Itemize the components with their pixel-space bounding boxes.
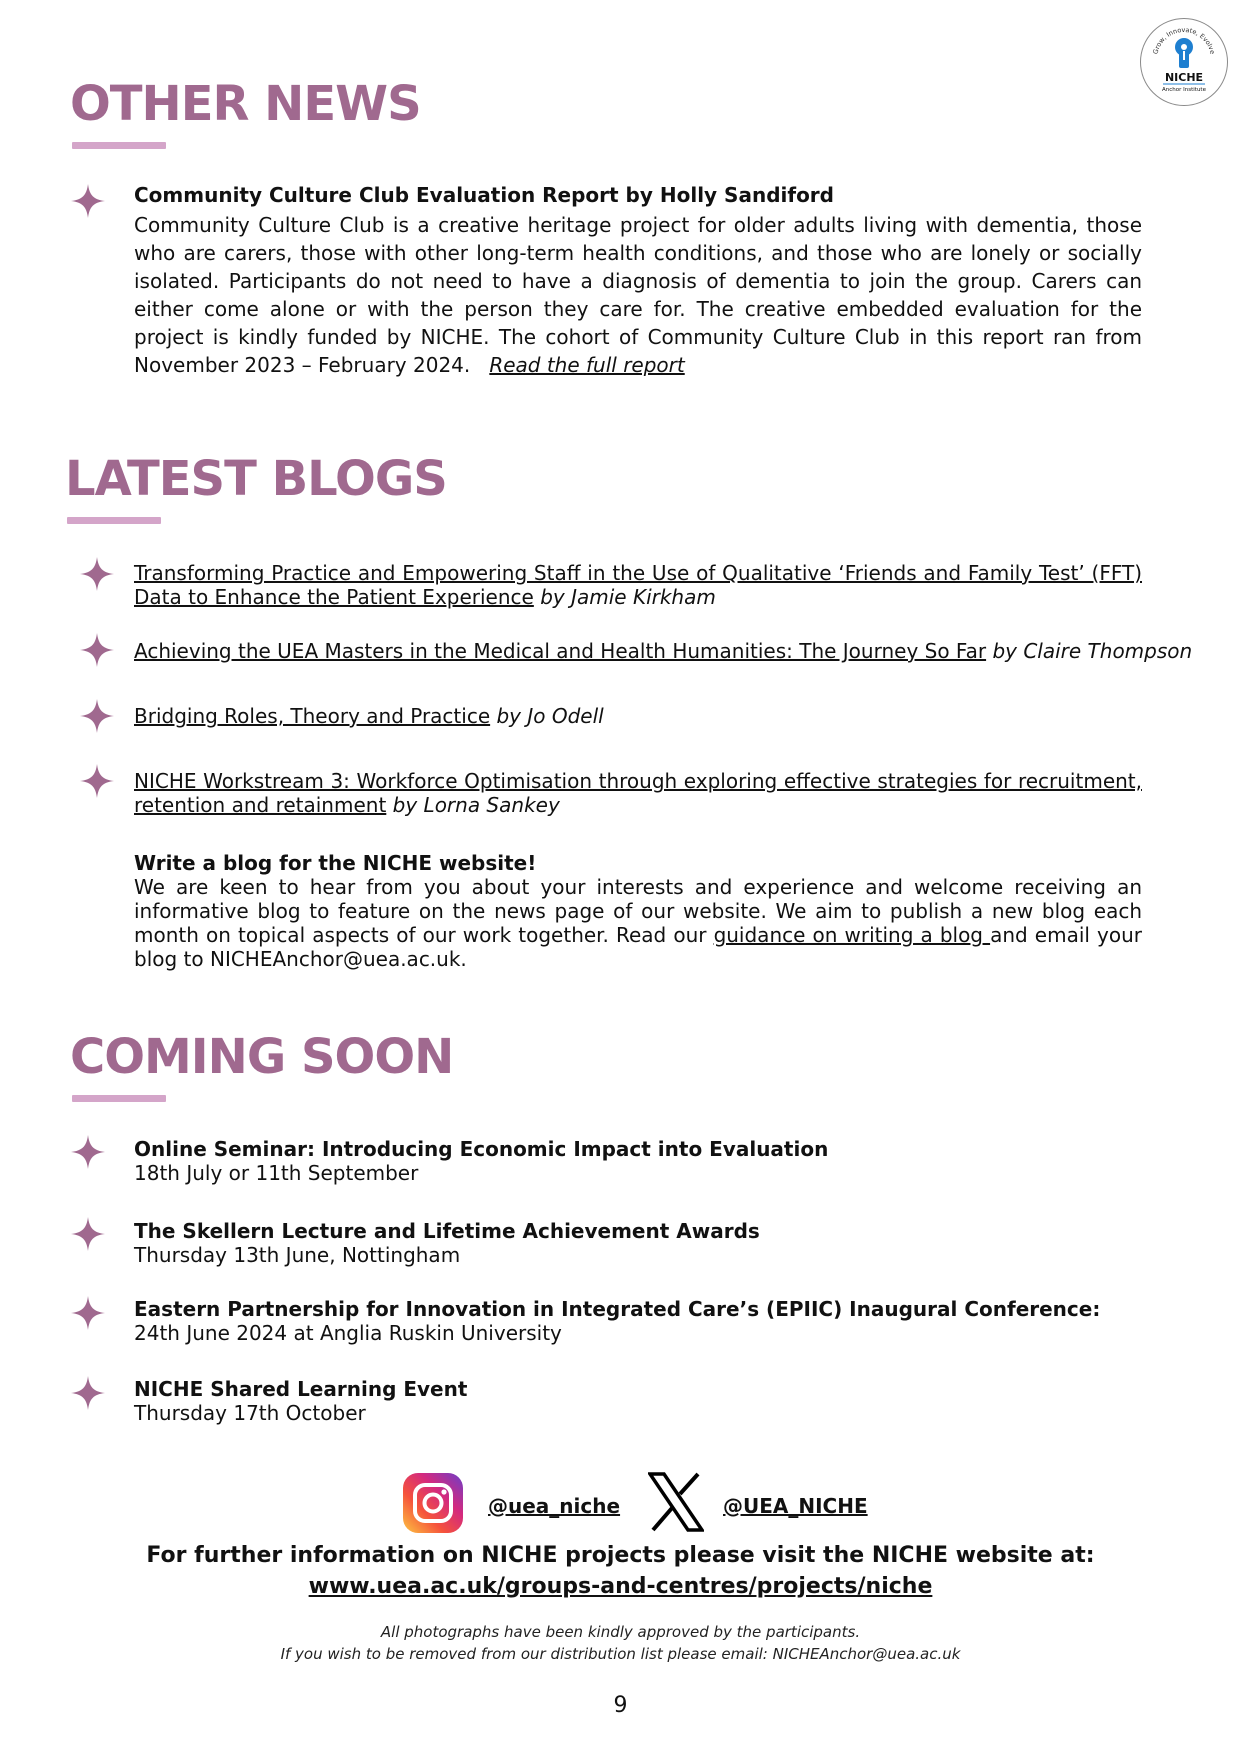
- logo-ring-text: Grow, Innovate, Evolve: [1151, 25, 1217, 56]
- write-blog-text-end: and email your blog to NICHEAnchor@uea.ac.uk.: [134, 923, 1143, 971]
- blog-link[interactable]: Transforming Practice and Empowering Staff in the Use of Qualitative ‘Friends and Family Test’ (FFT) Data to Enhance the Patient Experience: [134, 561, 1142, 609]
- news-item: [134, 181, 1142, 379]
- instagram-handle[interactable]: @uea_niche: [488, 1494, 621, 1518]
- blog-item: [134, 561, 1142, 609]
- news-item-heading: Community Culture Club Evaluation Report by Holly Sandiford: [134, 183, 834, 207]
- write-blog-body: [134, 875, 1142, 971]
- blog-author: by Jamie Kirkham: [540, 585, 716, 609]
- coming-soon-underline: [72, 1095, 166, 1102]
- news-item-text: Community Culture Club is a creative heritage project for older adults living with dementia, those who are carers, those with other long-term health conditions, and those who are lonely or socially isolated. Participants do not need to have a diagnosis of dementia to join the group. Carers can either come alone or with the person they care for. The creative embedded evaluation for the project is kindly funded by NICHE. The cohort of Community Culture Club in this report ran from November 2023 – February 2024.: [134, 213, 1142, 377]
- event-title: The Skellern Lecture and Lifetime Achievement Awards: [134, 1219, 760, 1243]
- blog-item: [134, 639, 1193, 663]
- footer-note-photos: All photographs have been kindly approved by the participants.: [380, 1623, 861, 1641]
- niche-website-link[interactable]: www.uea.ac.uk/groups-and-centres/projects/niche: [308, 1574, 933, 1599]
- sparkle-icon: [71, 1217, 105, 1251]
- sparkle-icon: [80, 557, 114, 591]
- niche-logo: [1140, 18, 1228, 106]
- blog-link[interactable]: Bridging Roles, Theory and Practice: [134, 704, 491, 728]
- other-news-underline: [72, 142, 166, 149]
- latest-blogs-title: LATEST BLOGS: [65, 451, 447, 507]
- latest-blogs-underline: [67, 517, 161, 524]
- read-full-report-link[interactable]: Read the full report: [489, 353, 685, 377]
- blog-item: [134, 704, 1142, 728]
- blog-author: by Lorna Sankey: [392, 793, 560, 817]
- event-detail: Thursday 13th June, Nottingham: [134, 1243, 461, 1267]
- event-detail: 24th June 2024 at Anglia Ruskin University: [134, 1321, 562, 1345]
- sparkle-icon: [71, 1135, 105, 1169]
- x-handle[interactable]: @UEA_NICHE: [723, 1494, 868, 1518]
- event-item: [134, 1377, 1142, 1425]
- sparkle-icon: [71, 1296, 105, 1330]
- logo-name: NICHE: [1164, 71, 1204, 84]
- sparkle-icon: [71, 1376, 105, 1410]
- footer-url-wrap: [0, 1572, 1241, 1602]
- instagram-icon[interactable]: [402, 1472, 464, 1536]
- logo-subtitle: Anchor Institute: [1162, 87, 1206, 93]
- blog-item: [134, 769, 1142, 817]
- x-logo-icon[interactable]: [648, 1472, 704, 1536]
- write-blog-callout: [134, 851, 1142, 971]
- event-title: Online Seminar: Introducing Economic Impact into Evaluation: [134, 1137, 829, 1161]
- page-number: 9: [613, 1693, 628, 1718]
- footer-info: For further information on NICHE projects please visit the NICHE website at:: [146, 1543, 1095, 1568]
- footer-note-unsubscribe: If you wish to be removed from our distribution list please email: NICHEAnchor@uea.ac.uk: [280, 1645, 961, 1663]
- blog-link[interactable]: Achieving the UEA Masters in the Medical and Health Humanities: The Journey So Far: [134, 639, 987, 663]
- sparkle-icon: [80, 633, 114, 667]
- blog-author: by Claire Thompson: [992, 639, 1193, 663]
- write-blog-text: We are keen to hear from you about your interests and experience and welcome receiving an informative blog to feature on the news page of our website. We aim to publish a new blog each month on topical aspects of our work together. Read our: [134, 875, 1142, 947]
- blog-link[interactable]: NICHE Workstream 3: Workforce Optimisation through exploring effective strategies for recruitment, retention and retainment: [134, 769, 1142, 817]
- sparkle-icon: [80, 764, 114, 798]
- event-item: [134, 1137, 1142, 1185]
- coming-soon-title: COMING SOON: [70, 1029, 454, 1085]
- event-item: [134, 1297, 1142, 1345]
- guidance-link[interactable]: guidance on writing a blog: [713, 923, 991, 947]
- sparkle-icon: [71, 184, 105, 218]
- event-title: NICHE Shared Learning Event: [134, 1377, 468, 1401]
- event-detail: Thursday 17th October: [134, 1401, 366, 1425]
- event-title: Eastern Partnership for Innovation in Integrated Care’s (EPIIC) Inaugural Conference:: [134, 1297, 1101, 1321]
- event-item: [134, 1219, 1142, 1267]
- blog-author: by Jo Odell: [496, 704, 604, 728]
- sparkle-icon: [80, 699, 114, 733]
- write-blog-heading: Write a blog for the NICHE website!: [134, 851, 537, 875]
- event-detail: 18th July or 11th September: [134, 1161, 419, 1185]
- other-news-title: OTHER NEWS: [70, 76, 421, 132]
- news-item-body: [134, 211, 1142, 379]
